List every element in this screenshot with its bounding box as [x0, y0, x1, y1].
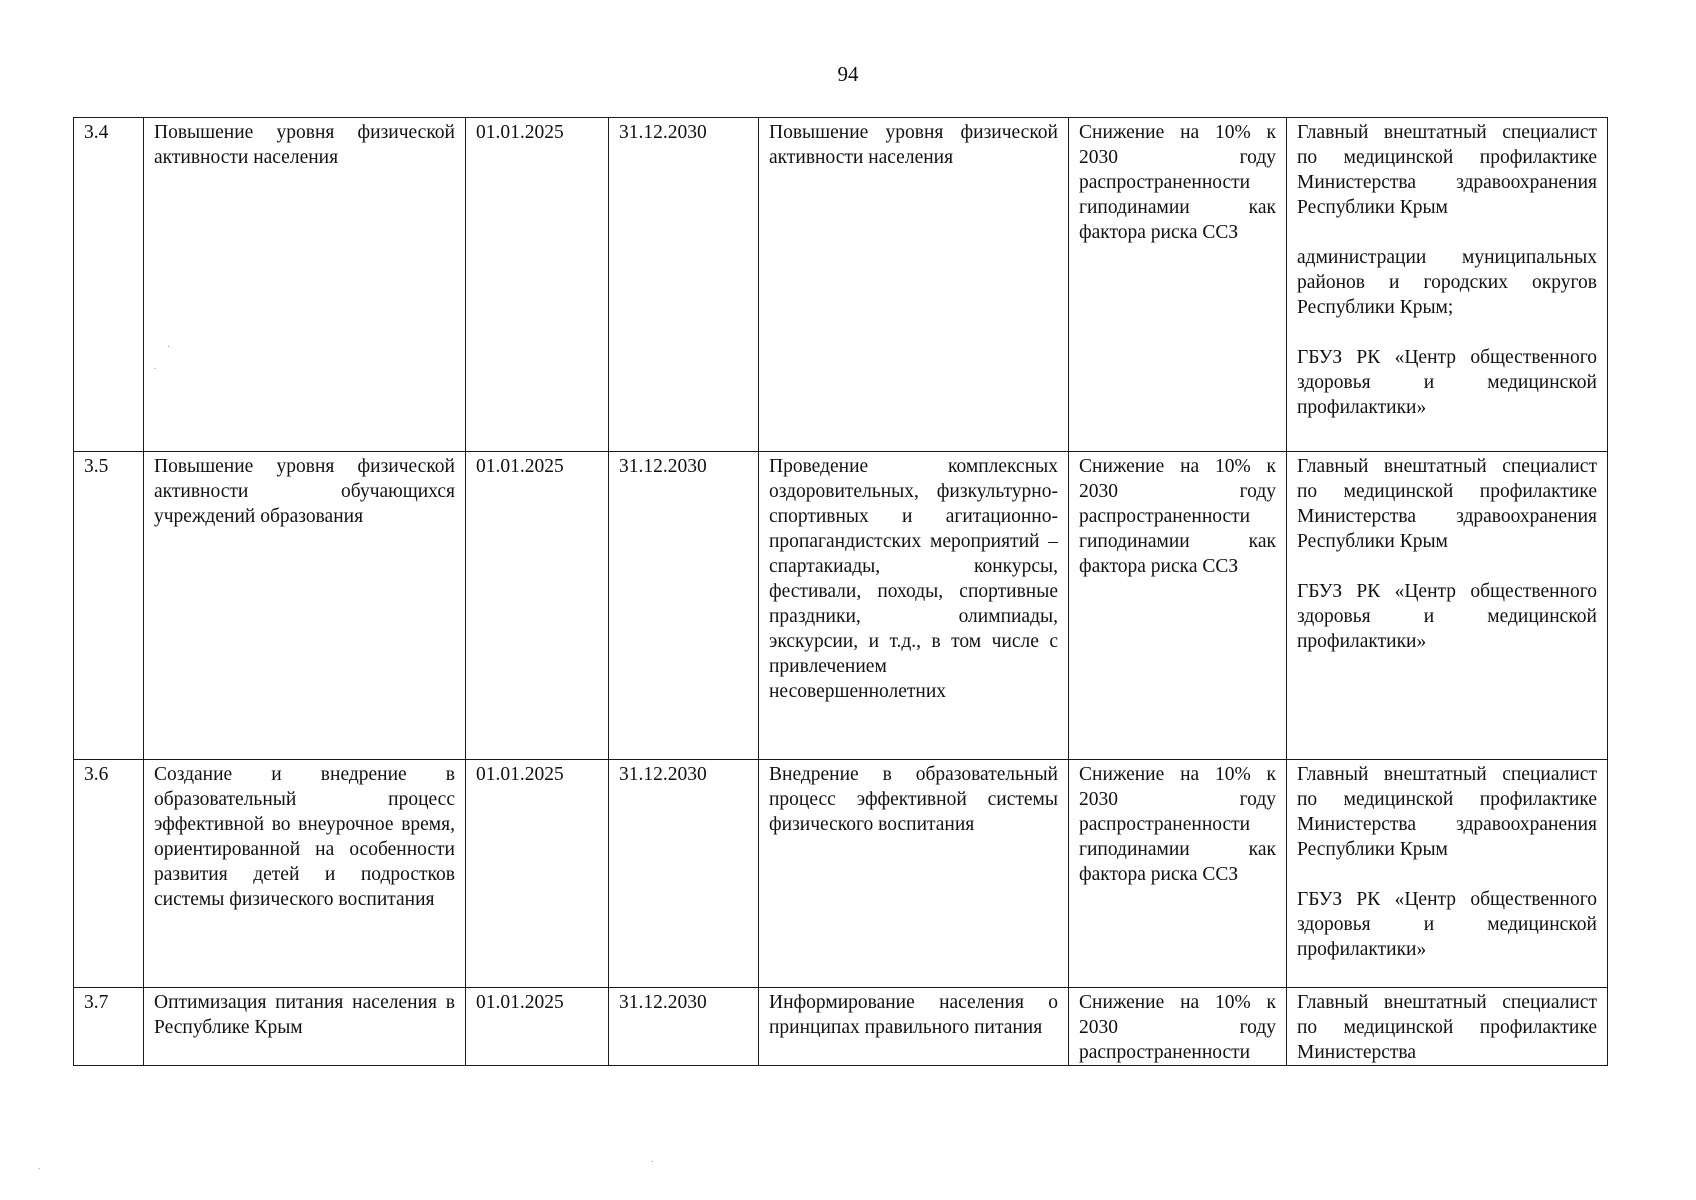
row-number: 3.5	[74, 452, 144, 760]
responsible-executors	[1287, 988, 1608, 1066]
activity-description: Повышение уровня физической активности населения	[759, 118, 1069, 452]
responsible-item: Главный внештатный специалист по медицинской профилактике Министерства здравоохранения Республики Крым	[1297, 122, 1597, 218]
end-date: 31.12.2030	[609, 760, 759, 988]
table-row	[74, 760, 1608, 988]
responsible-item: Главный внештатный специалист по медицинской профилактике Министерства здравоохранения Республики Крым	[1297, 764, 1597, 860]
measure-name: Повышение уровня физической активности населения	[144, 118, 466, 452]
scan-speck: .	[38, 1161, 41, 1172]
table-row	[74, 452, 1608, 760]
responsible-item: Главный внештатный специалист по медицинской профилактике Министерства	[1297, 992, 1597, 1063]
start-date: 01.01.2025	[466, 118, 609, 452]
expected-result: Снижение на 10% к 2030 году распространенности гиподинамии как фактора риска ССЗ	[1069, 118, 1287, 452]
activity-description: Проведение комплексных оздоровительных, физкультурно-спортивных и агитационно-пропагандистских мероприятий – спартакиады, конкурсы, фестивали, походы, спортивные праздники, олимпиады, экскурсии, и т.д., в том числе с привлечением несовершеннолетних	[759, 452, 1069, 760]
responsible-item: ГБУЗ РК «Центр общественного здоровья и медицинской профилактики»	[1297, 889, 1597, 960]
start-date: 01.01.2025	[466, 452, 609, 760]
scan-speck: .	[651, 1154, 654, 1165]
responsible-executors	[1287, 760, 1608, 988]
responsible-item: ГБУЗ РК «Центр общественного здоровья и медицинской профилактики»	[1297, 581, 1597, 652]
table-row	[74, 988, 1608, 1066]
row-number: 3.7	[74, 988, 144, 1066]
measure-name: Создание и внедрение в образовательный процесс эффективной во внеурочное время, ориентированной на особенности развития детей и подростков системы физического воспитания	[144, 760, 466, 988]
scan-speck: ·	[167, 342, 171, 353]
start-date: 01.01.2025	[466, 988, 609, 1066]
row-number: 3.6	[74, 760, 144, 988]
responsible-executors	[1287, 452, 1608, 760]
activity-description: Информирование населения о принципах правильного питания	[759, 988, 1069, 1066]
activity-description: Внедрение в образовательный процесс эффективной системы физического воспитания	[759, 760, 1069, 988]
page-number: 94	[837, 62, 859, 86]
start-date: 01.01.2025	[466, 760, 609, 988]
expected-result: Снижение на 10% к 2030 году распространенности гиподинамии как фактора риска ССЗ	[1069, 452, 1287, 760]
responsible-item: ГБУЗ РК «Центр общественного здоровья и медицинской профилактики»	[1297, 347, 1597, 418]
measures-table	[73, 117, 1608, 1066]
row-number: 3.4	[74, 118, 144, 452]
table-row	[74, 118, 1608, 452]
responsible-executors	[1287, 118, 1608, 452]
expected-result: Снижение на 10% к 2030 году распространенности гиподинамии как фактора риска ССЗ	[1069, 760, 1287, 988]
expected-result: Снижение на 10% к 2030 году распространенности	[1069, 988, 1287, 1066]
end-date: 31.12.2030	[609, 452, 759, 760]
responsible-item: Главный внештатный специалист по медицинской профилактике Министерства здравоохранения Республики Крым	[1297, 456, 1597, 552]
measure-name: Оптимизация питания населения в Республике Крым	[144, 988, 466, 1066]
responsible-item: администрации муниципальных районов и городских округов Республики Крым;	[1297, 247, 1597, 318]
end-date: 31.12.2030	[609, 988, 759, 1066]
end-date: 31.12.2030	[609, 118, 759, 452]
scan-speck: .	[154, 361, 157, 372]
measure-name: Повышение уровня физической активности обучающихся учреждений образования	[144, 452, 466, 760]
